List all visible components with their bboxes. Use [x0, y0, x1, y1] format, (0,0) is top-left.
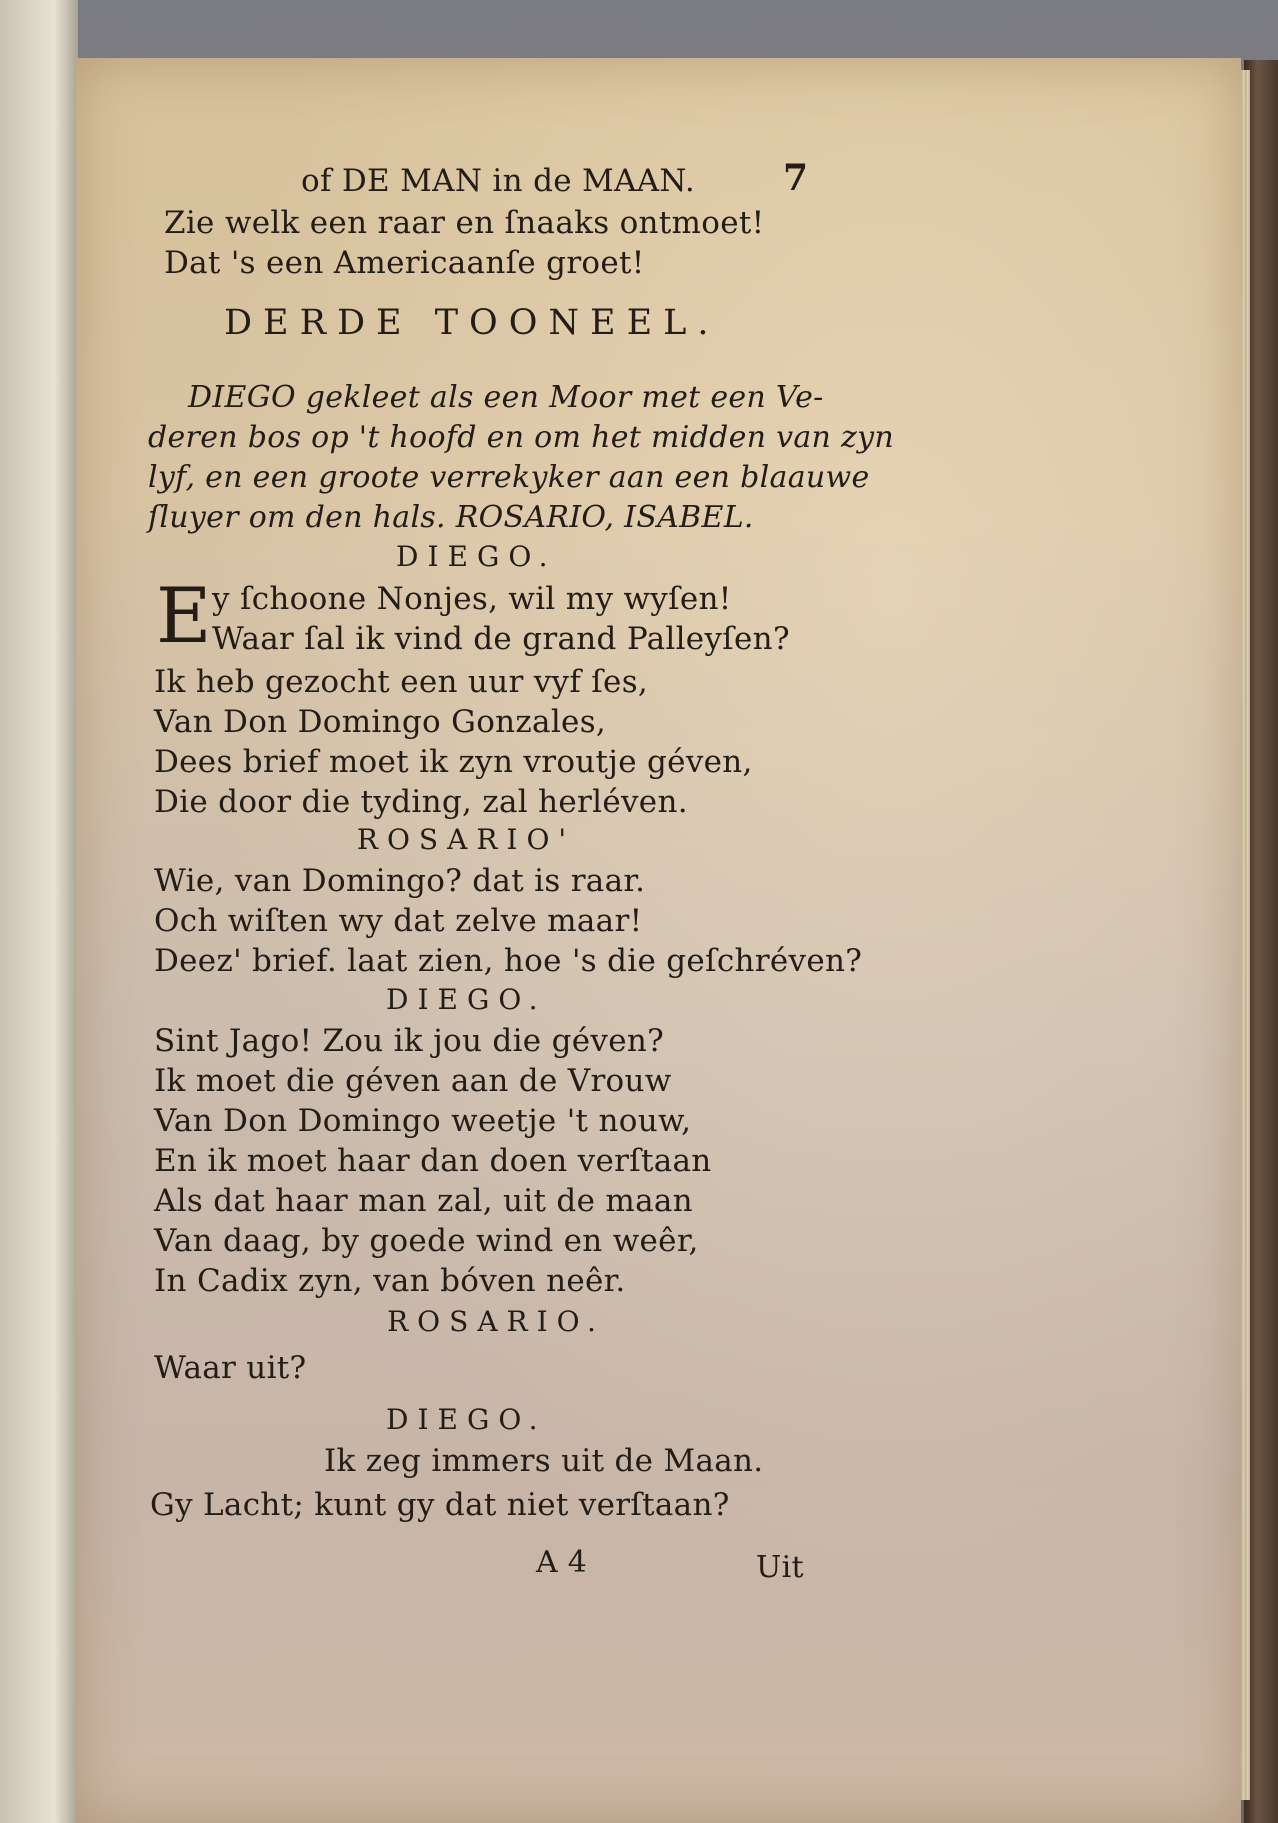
verse-line: Dat 's een Americaanſe groet! [164, 245, 645, 281]
stage-direction-line: lyf, en een groote verrekyker aan een blaauwe [148, 460, 870, 495]
verse-line: Van Don Domingo Gonzales, [154, 704, 607, 740]
verse-line: Wie, van Domingo? dat is raar. [154, 863, 646, 899]
speaker-label: ROSARIO. [387, 1305, 605, 1338]
verse-line: Als dat haar man zal, uit de maan [154, 1183, 693, 1219]
verse-line: Ik moet die géven aan de Vrouw [154, 1063, 672, 1099]
page-number: 7 [783, 157, 809, 199]
stage-direction-line: deren bos op 't hoofd en om het midden van zyn [148, 420, 894, 455]
stage-direction-line: DIEGO gekleet als een Moor met een Ve- [188, 380, 824, 415]
catchword: Uit [756, 1550, 804, 1585]
stage-direction-line: ſluyer om den hals. ROSARIO, ISABEL. [148, 500, 754, 535]
verse-line: Gy Lacht; kunt gy dat niet verſtaan? [150, 1487, 730, 1523]
speaker-label: DIEGO. [386, 983, 547, 1016]
speaker-label: DIEGO. [396, 540, 557, 573]
verse-line: Ik heb gezocht een uur vyf ſes, [154, 664, 649, 700]
verse-line: En ik moet haar dan doen verſtaan [154, 1143, 712, 1179]
verse-line: Die door die tyding, zal herléven. [154, 784, 688, 820]
facing-page-edge [0, 0, 78, 1823]
running-title: of DE MAN in de MAAN. [301, 163, 696, 199]
verse-line: Waar ſal ik vind de grand Palleyſen? [212, 621, 790, 657]
speaker-label: DIEGO. [386, 1403, 547, 1436]
verse-line: Ik zeg immers uit de Maan. [324, 1443, 764, 1479]
verse-line: Sint Jago! Zou ik jou die géven? [154, 1023, 665, 1059]
verse-line: Dees brief moet ik zyn vroutje géven, [154, 744, 753, 780]
verse-line: Van Don Domingo weetje 't nouw, [154, 1103, 692, 1139]
verse-line: Van daag, by goede wind en weêr, [154, 1223, 699, 1259]
verse-line: Waar uit? [154, 1350, 307, 1386]
verse-line: Deez' brief. laat zien, hoe 's die geſchréven? [154, 943, 863, 979]
scene-heading: DERDE TOONEEL. [224, 303, 720, 343]
verse-line: Och wiſten wy dat zelve maar! [154, 903, 643, 939]
speaker-label: ROSARIO' [356, 823, 576, 856]
verse-line: y ſchoone Nonjes, wil my wyſen! [212, 581, 732, 617]
drop-cap: E [156, 571, 212, 660]
signature-mark: A 4 [536, 1545, 588, 1580]
verse-line: Zie welk een raar en ſnaaks ontmoet! [164, 205, 765, 241]
verse-line: In Cadix zyn, van bóven neêr. [154, 1263, 626, 1299]
book-page [76, 58, 1241, 1823]
